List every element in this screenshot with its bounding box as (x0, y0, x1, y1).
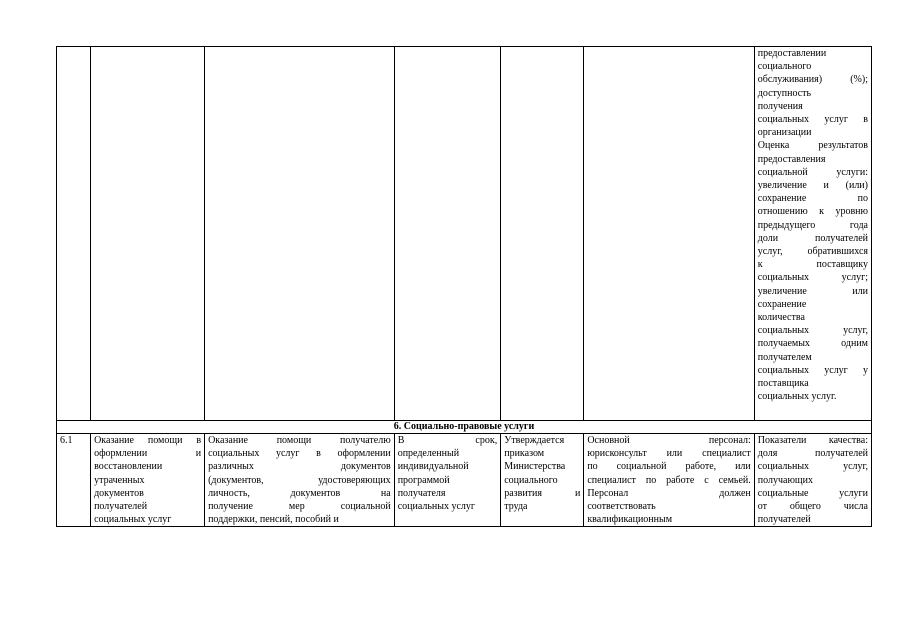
cell-conditions-empty (584, 47, 754, 421)
cell-text-line: предоставлении (757, 48, 827, 59)
cell-text-line: социального (504, 474, 558, 486)
social-services-table (56, 46, 872, 527)
cell-text-line: оформлении и (94, 448, 202, 460)
cell-text-line: отношению к уровню (757, 206, 868, 218)
cell-text-line: (документов, удостоверяющих (208, 474, 391, 486)
cell-text-line: от общего числа (757, 501, 868, 513)
cell-text-line: В срок, (397, 435, 498, 446)
cell-text-line: социального (757, 61, 812, 73)
cell-text-line: Утверждается (504, 435, 565, 446)
cell-text-line: Министерства (504, 461, 566, 473)
cell-text-line: доля получателей (757, 448, 868, 460)
cell-row-number: 6.1 (57, 434, 91, 527)
cell-text-line: социальных услуг у (757, 364, 868, 376)
cell-text-line: приказом (504, 448, 545, 460)
cell-text-line: социальные услуги (757, 487, 868, 499)
cell-num-empty (57, 47, 91, 421)
table-row-continuation (57, 47, 872, 421)
cell-text-line: поддержки, пенсий, пособий и (208, 514, 339, 526)
cell-text-line: соответствовать (587, 501, 656, 513)
cell-service-tariff (501, 434, 584, 527)
cell-text-line: социальных услуг в (757, 114, 868, 126)
cell-text-line: социальных услуг (397, 501, 476, 513)
cell-text-line: получателя (397, 487, 446, 499)
cell-tariff-empty (501, 47, 584, 421)
cell-text-line: индивидуальной (397, 461, 469, 473)
cell-text-line: доли получателей (757, 232, 868, 244)
cell-text-line: специалист по работе с семьей. (587, 474, 751, 486)
section-heading-row (57, 421, 872, 434)
cell-indicators-continuation (754, 47, 871, 421)
cell-text-line: Оценка результатов (757, 140, 868, 152)
cell-text-line: получателей (757, 514, 811, 526)
cell-text-line: получения (757, 100, 803, 112)
cell-text-line: сохранение по (757, 193, 868, 205)
cell-text-line: Показатели качества: (757, 435, 868, 446)
cell-text-line: получающих (757, 474, 813, 486)
cell-term-empty (394, 47, 501, 421)
cell-text-line: предоставления (757, 153, 826, 165)
cell-name-empty (91, 47, 205, 421)
cell-text-line: труда (504, 501, 528, 513)
cell-text-line: получателей (94, 501, 148, 513)
cell-text-line: развития и (504, 487, 581, 499)
cell-text-line: социальных услуг, (757, 325, 868, 337)
cell-text-line: получаемых одним (757, 338, 868, 350)
cell-text-line: увеличение или (757, 285, 868, 297)
cell-text-line: сохранение (757, 298, 807, 310)
cell-text-line: программой (397, 474, 450, 486)
cell-text-line: социальных услуг; (757, 272, 868, 284)
cell-text-line: увеличение и (или) (757, 180, 868, 192)
cell-text-line: обслуживания) (%); (757, 74, 868, 86)
cell-text-line: организации (757, 127, 812, 139)
cell-text-line: социальных услуг. (757, 391, 837, 403)
cell-text-line: получателем (757, 351, 812, 363)
cell-text-line: по социальной работе, или (587, 461, 751, 473)
cell-description-empty (205, 47, 395, 421)
table-row-6-1 (57, 434, 872, 527)
cell-text-line: юрисконсульт или специалист (587, 448, 751, 460)
cell-text-line: доступность (757, 87, 812, 99)
cell-text-line: Основной персонал: (587, 435, 751, 446)
cell-service-description (205, 434, 395, 527)
cell-text-line: Оказание помощи в (94, 435, 202, 446)
cell-text-line: утраченных (94, 474, 145, 486)
cell-text-line: к поставщику (757, 259, 868, 271)
cell-text-line: предыдущего года (757, 219, 868, 231)
cell-text-line: личность, документов на (208, 487, 391, 499)
cell-text-line: получение мер социальной (208, 501, 391, 513)
cell-text-line: различных документов (208, 461, 391, 473)
cell-text-line: количества (757, 312, 805, 324)
cell-text-line: Оказание помощи получателю (208, 435, 391, 446)
cell-text-line: определенный (397, 448, 460, 460)
cell-text-line: социальной услуги: (757, 166, 868, 178)
cell-service-term (394, 434, 501, 527)
cell-text-line: поставщика (757, 378, 809, 390)
cell-text-line: услуг, обратившихся (757, 246, 868, 258)
cell-text-line: социальных услуг в оформлении (208, 448, 391, 460)
cell-text-line: Персонал должен (587, 487, 751, 499)
cell-quality-indicators (754, 434, 871, 527)
cell-text-line: социальных услуг, (757, 461, 868, 473)
cell-text-line: социальных услуг (94, 514, 172, 526)
cell-text-line: документов (94, 487, 144, 499)
cell-text-line: восстановлении (94, 461, 163, 473)
section-heading: 6. Социально-правовые услуги (57, 421, 872, 434)
cell-text-line: квалификационным (587, 514, 673, 526)
cell-service-name (91, 434, 205, 527)
cell-service-conditions (584, 434, 754, 527)
